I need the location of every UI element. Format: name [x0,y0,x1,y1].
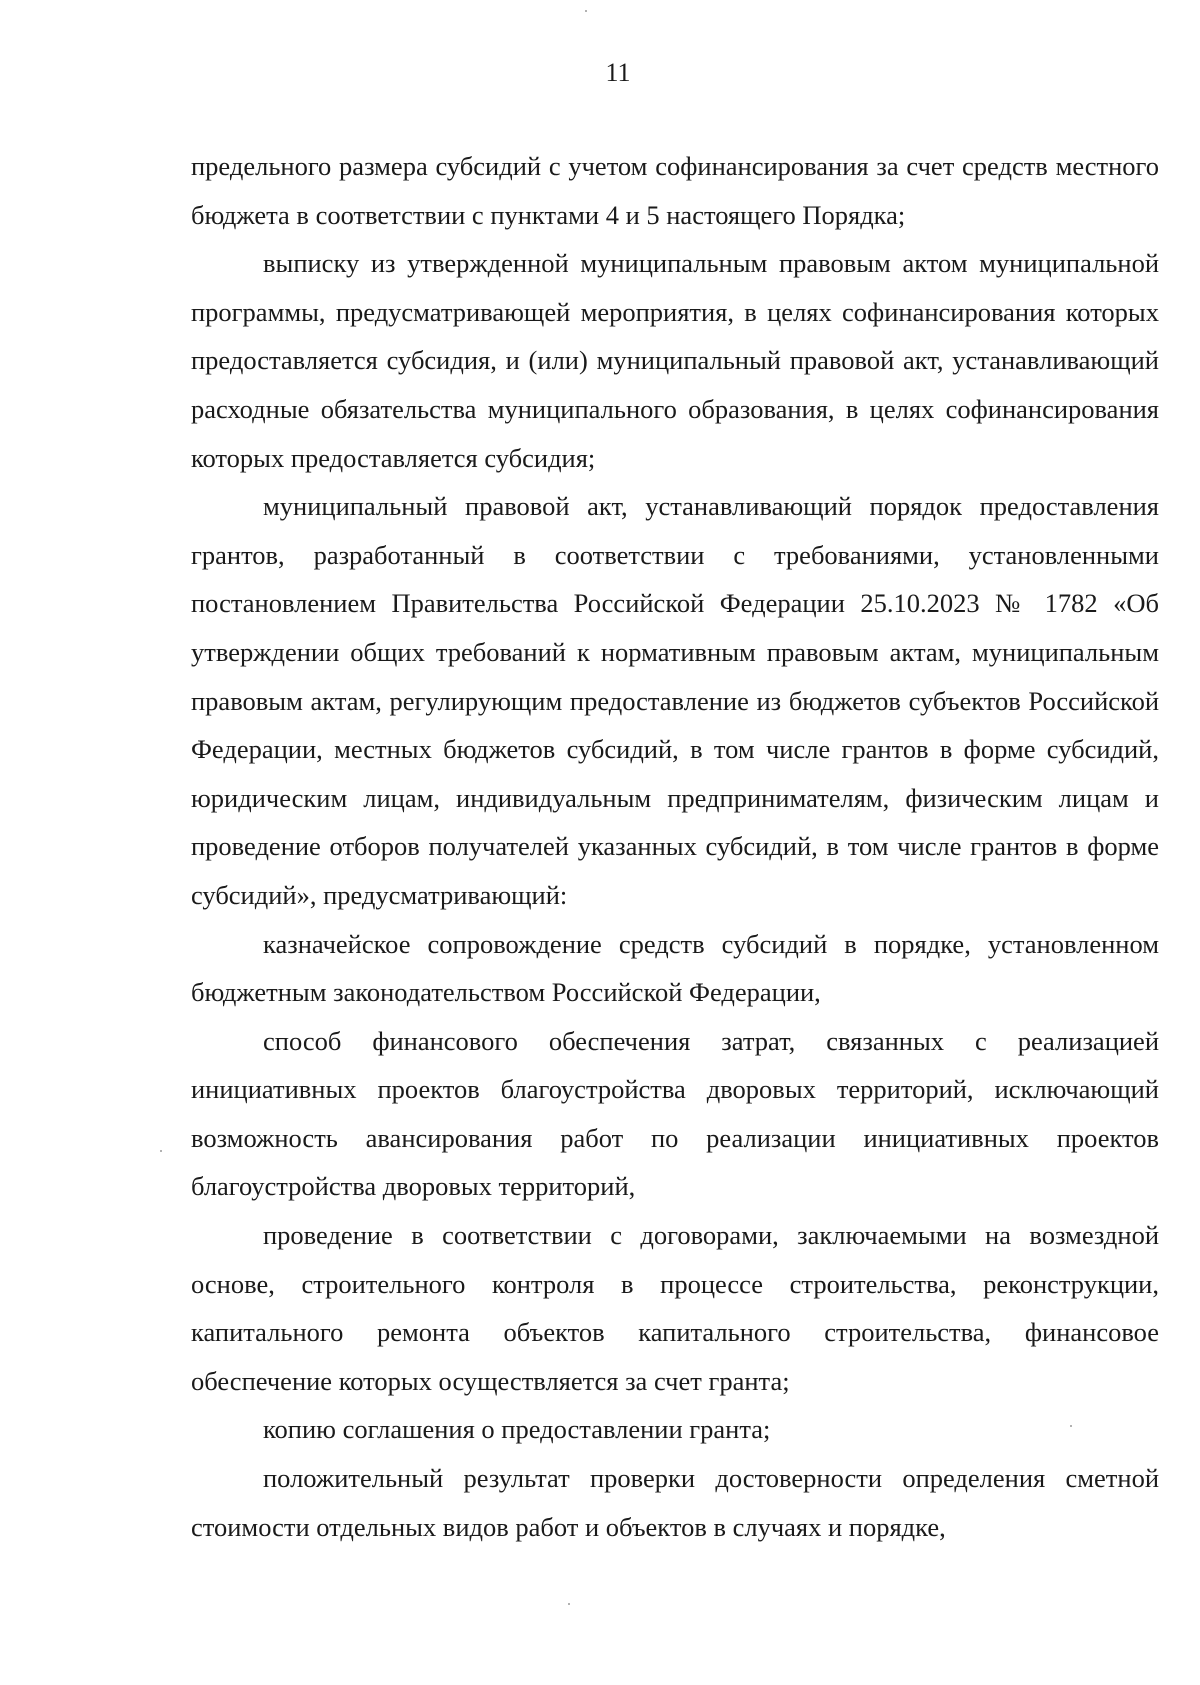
document-body [191,142,1159,1551]
scan-speck [585,10,587,12]
paragraph-continuation: предельного размера субсидий с учетом софинансирования за счет средств местного бюджета в соответствии с пунктами 4 и 5 настоящего Порядка; [191,151,1159,230]
paragraph: казначейское сопровождение средств субсидий в порядке, установленном бюджетным законодательством Российской Федерации, [191,928,1159,1008]
paragraph: копию соглашения о предоставлении гранта; [263,1414,771,1445]
scan-speck [568,1603,570,1605]
paragraph: способ финансового обеспечения затрат, связанных с реализацией инициативных проектов благоустройства дворовых территорий, исключающий возможность авансирования работ по реализации инициативных проектов благоустройства дворовых территорий, [191,1025,1159,1202]
paragraph: муниципальный правовой акт, устанавливающий порядок предоставления грантов, разработанный в соответствии с требованиями, установленными постановлением Правительства Российской Федерации 25.10.2023 № 1782 «Об утверждении общих требований к нормативным правовым актам, муниципальным правовым актам, регулирующим предоставление из бюджетов субъектов Российской Федерации, местных бюджетов субсидий, в том числе грантов в форме субсидий, юридическим лицам, индивидуальным предпринимателям, физическим лицам и проведение отборов получателей указанных субсидий, в том числе грантов в форме субсидий», предусматривающий: [191,491,1159,910]
paragraph: выписку из утвержденной муниципальным правовым актом муниципальной программы, предусматривающей мероприятия, в целях софинансирования которых предоставляется субсидия, и (или) муниципальный правовой акт, устанавливающий расходные обязательства муниципального образования, в целях софинансирования которых предоставляется субсидия; [191,248,1159,473]
paragraph: положительный результат проверки достоверности определения сметной стоимости отдельных видов работ и объектов в случаях и порядке, [191,1463,1159,1542]
page-number: 11 [605,58,631,87]
scan-speck [160,1150,162,1152]
scan-speck [1070,1425,1072,1427]
paragraph: проведение в соответствии с договорами, заключаемыми на возмездной основе, строительного контроля в процессе строительства, реконструкции, капитального ремонта объектов капитального строительства, финансовое обеспечение которых осуществляется за счет гранта; [191,1220,1159,1396]
